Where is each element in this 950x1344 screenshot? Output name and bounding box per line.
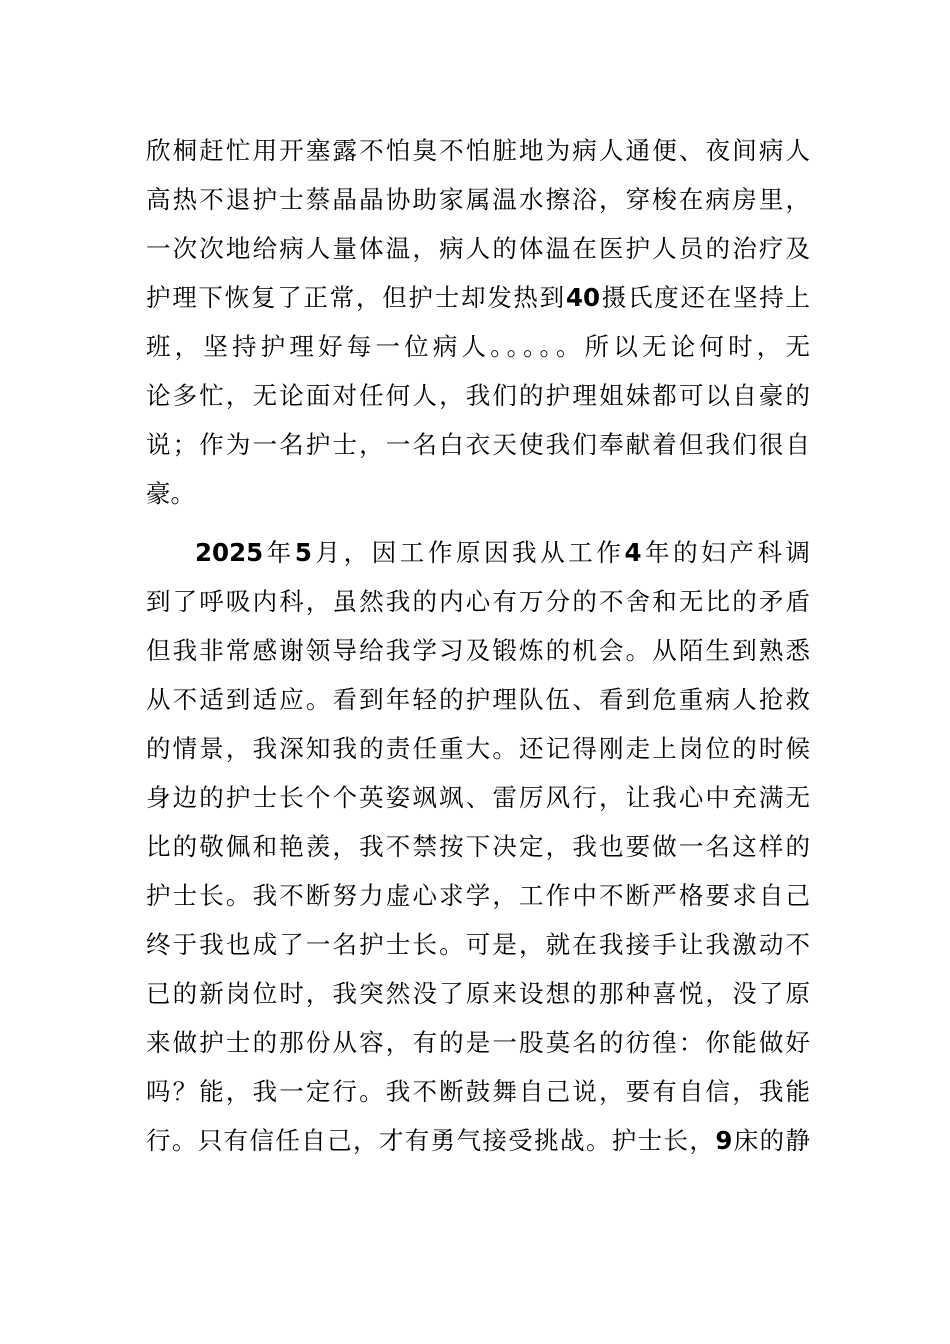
bold-number: 5 <box>294 538 312 567</box>
paragraph-line-with-number: 行。只有信任自己，才有勇气接受挑战。护士长，9床的静 <box>146 1126 811 1155</box>
paragraph-line: 豪。 <box>146 479 195 508</box>
paragraph-line: 一次次地给病人量体温，病人的体温在医护人员的治疗及 <box>146 234 810 263</box>
bold-number: 40 <box>565 283 601 312</box>
paragraph-line: 论多忙，无论面对任何人，我们的护理姐妹都可以自豪的 <box>146 381 810 410</box>
paragraph-line: 的情景，我深知我的责任重大。还记得刚走上岗位的时候 <box>146 734 810 763</box>
paragraph-line: 到了呼吸内科，虽然我的内心有万分的不舍和无比的矛盾 <box>146 587 810 616</box>
paragraph-line: 护士长。我不断努力虚心求学，工作中不断严格要求自己 <box>146 881 810 910</box>
paragraph-line-with-date: 2025年5月，因工作原因我从工作4年的妇产科调 <box>195 538 811 567</box>
bold-number: 2025 <box>195 538 264 567</box>
paragraph-line: 但我非常感谢领导给我学习及锻炼的机会。从陌生到熟悉 <box>146 636 810 665</box>
paragraph-line: 从不适到适应。看到年轻的护理队伍、看到危重病人抢救 <box>146 685 810 714</box>
paragraph-line: 已的新岗位时，我突然没了原来设想的那种喜悦，没了原 <box>146 979 810 1008</box>
paragraph-line: 班，坚持护理好每一位病人。。。。。所以无论何时，无 <box>146 332 810 361</box>
paragraph-line: 比的敬佩和艳羡，我不禁按下决定，我也要做一名这样的 <box>146 832 810 861</box>
paragraph-line: 说；作为一名护士，一名白衣天使我们奉献着但我们很自 <box>146 430 810 459</box>
bold-number: 9 <box>715 1126 733 1155</box>
paragraph-line-with-number: 护理下恢复了正常，但护士却发热到40摄氏度还在坚持上 <box>146 283 811 312</box>
paragraph-line: 高热不退护士蔡晶晶协助家属温水擦浴，穿梭在病房里， <box>146 185 810 214</box>
bold-number: 4 <box>624 538 642 567</box>
paragraph-line: 欣桐赶忙用开塞露不怕臭不怕脏地为病人通便、夜间病人 <box>146 136 810 165</box>
paragraph-line: 身边的护士长个个英姿飒飒、雷厉风行，让我心中充满无 <box>146 783 810 812</box>
paragraph-line: 吗？能，我一定行。我不断鼓舞自己说，要有自信，我能 <box>146 1077 810 1106</box>
paragraph-line: 来做护士的那份从容，有的是一股莫名的彷徨：你能做好 <box>146 1028 810 1057</box>
paragraph-line: 终于我也成了一名护士长。可是，就在我接手让我激动不 <box>146 930 810 959</box>
